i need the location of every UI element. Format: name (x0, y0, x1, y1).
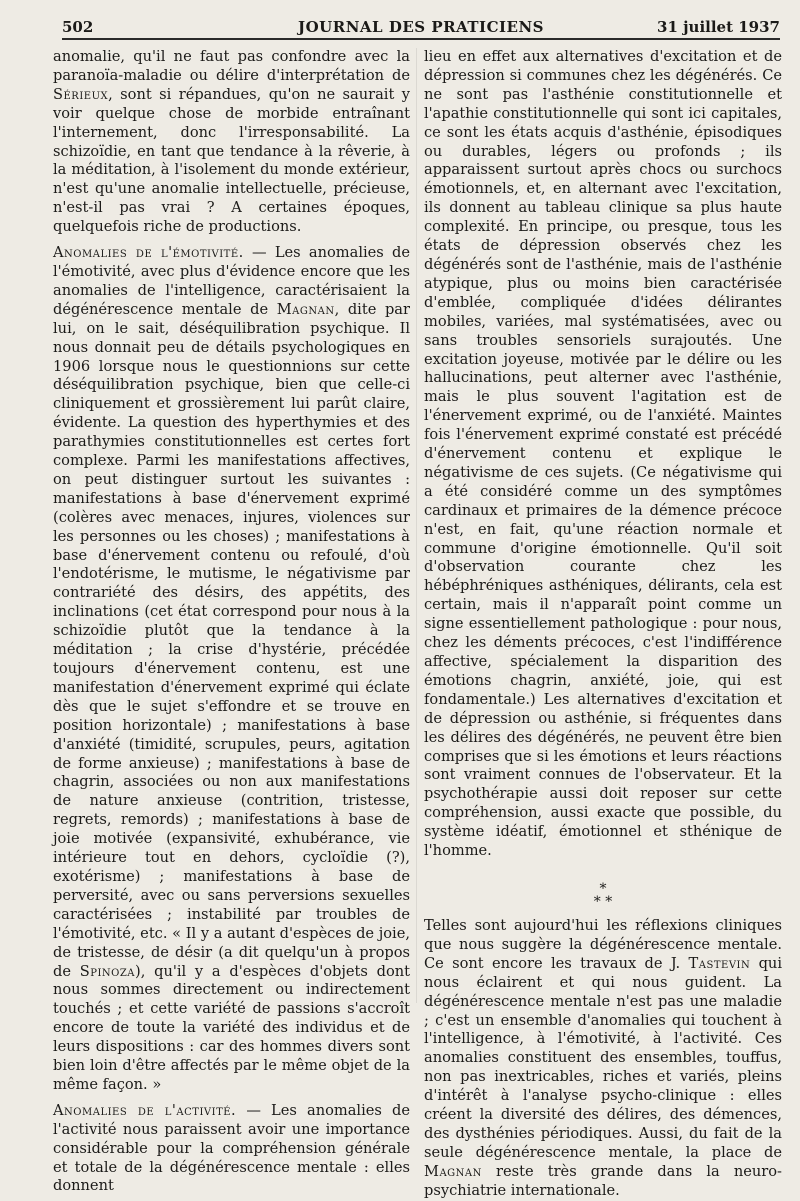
paragraph-conclusion (424, 917, 782, 1201)
paragraph-excitation-depression: lieu en effet aux alternatives d'excitation et de dépression si communes chez les dégénérés. Ce ne sont pas l'asthénie constitutionnelle et l'apathie constitutionnelle qui sont ici capitales, ce sont les états acquis d'asthénie, épisodiques ou durables, légers ou profonds ; ils apparaissent surtout après chocs ou surchocs émotionnels, et, en alternant avec l'excitation, ils donnent au tableau clinique sa plus haute complexité. En principe, ou presque, tous les états de dépression observés chez les dégénérés sont de l'asthénie, mais de l'asthénie atypique, plus ou moins bien caractérisée d'emblée, compliquée d'idées délirantes mobiles, variées, mal systématisées, avec ou sans troubles sensoriels surajoutés. Une excitation joyeuse, motivée par le délire ou les hallucinations, peut alterner avec l'asthénie, mais le plus souvent l'agitation est de l'énervement exprimé, ou de l'anxiété. Maintes fois l'énervement exprimé constaté est précédé d'énervement contenu et explique le négativisme de ces sujets. (Ce négativisme qui a été considéré comme un des symptômes cardinaux et primaires de la démence précoce n'est, en fait, qu'une réaction normale et commune d'origine émotionnelle. Qu'il soit d'observation courante chez les hébéphréniques asthéniques, délirants, cela est certain, mais il n'apparaît point comme un signe essentiellement pathologique : pour nous, chez les déments précoces, c'est l'indifférence affective, spécialement la disparition des émotions chagrin, anxiété, joie, qui est fondamentale.) Les alternatives d'excitation et de dépression ou asthénie, si fréquentes dans les délires des dégénérés, ne peuvent être bien comprises que si les émotions et leurs réactions sont vraiment connues de l'observateur. Et la psychothérapie aussi doit reposer sur cette compréhension, aussi exacte que possible, du système idéatif, émotionnel et sthénique de l'homme. (424, 48, 782, 860)
issue-date: 31 juillet 1937 (657, 18, 780, 36)
section-heading-activite: Anomalies de l'activité. (53, 1101, 237, 1119)
text-run: reste très grande dans la neuro-psychiatrie internationale. (424, 1162, 782, 1199)
page-number: 502 (62, 18, 94, 36)
column-divider (416, 48, 417, 1003)
running-header (62, 14, 780, 40)
right-column (424, 48, 782, 1201)
text-run: anomalie, qu'il ne faut pas confondre avec la paranoïa-maladie ou délire d'interprétation de (53, 48, 410, 84)
asterism-bottom: * * (593, 893, 613, 910)
section-heading-emotivite: Anomalies de l'émotivité. (53, 244, 244, 262)
author-name-magnan: Magnan (424, 1162, 482, 1180)
left-column (53, 48, 410, 1196)
text-run: , sont si répandues, qu'on ne saurait y voir quelque chose de morbide entraînant l'internement, donc l'irresponsabilité. La schizoïdie, en tant que tendance à la rêverie, à la méditation, à l'isolement du monde extérieur, n'est qu'une anomalie intellectuelle, précieuse, n'est-il pas vrai ? A certaines époques, quelquefois riche de productions. (53, 85, 410, 236)
text-run: Telles sont aujourd'hui les réflexions cliniques que nous suggère la dégénérescence mentale. Ce sont encore les travaux de J. (424, 916, 782, 972)
text-run: — Les anomalies de l'activité nous paraissent avoir une importance considérable pour la compréhension générale et totale de la dégénérescence mentale : elles donnent (53, 1101, 410, 1195)
author-name-magnan: Magnan (276, 300, 335, 318)
author-name-spinoza: Spinoza (79, 962, 136, 980)
paragraph-anomalies-emotivite (53, 244, 410, 1095)
asterism-top: * (599, 880, 607, 897)
paragraph-anomalies-activite (53, 1102, 410, 1197)
text-run: , dite par lui, on le sait, déséquilibration psychique. Il nous donnait peu de détails psychologiques en 1906 lorsque nous le questionnions sur cette déséquilibration psychique, bien que celle-ci cliniquement et grossièrement lui parût claire, évidente. La question des hyperthymies et des parathymies constitutionnelles est certes fort complexe. Parmi les manifestations affectives, on peut distinguer surtout les suivantes : manifestations à base d'énervement exprimé (colères avec menaces, injures, violences sur les personnes ou les choses) ; manifestations à base d'énervement contenu ou refoulé, d'où l'endotérisme, le mutisme, le négativisme par contrariété des désirs, des appétits, des inclinations (cet état correspond pour nous à la schizoïdie plutôt que la tendance à la méditation ; la crise d'hystérie, précédée toujours d'énervement contenu, est une manifestation d'énervement exprimé qui éclate dès que le sujet s'effondre et se trouve en position horizontale) ; manifestations à base d'anxiété (timidité, scrupules, peurs, agitation de forme anxieuse) ; manifestations à base de chagrin, associées ou non aux manifestations de nature anxieuse (contrition, tristesse, regrets, remords) ; manifestations à base de joie motivée (expansivité, exhubérance, vie intérieure tout en dehors, cycloïdie (?), exotérisme) ; manifestations à base de perversité, avec ou sans perversions sexuelles caractérisées ; instabilité par troubles de l'émotivité, etc. « Il y a autant d'espèces de joie, de tristesse, de désir (a dit quelqu'un à propos de (53, 300, 410, 980)
section-separator-asterism (424, 880, 782, 910)
text-run: ), qu'il y a d'espèces d'objets dont nous sommes directement ou indirectement touchés ; et cette variété de passions s'accroît encore de toute la variété des individus et de leurs dispositions : car des hommes divers sont bien loin d'être affectés par le même objet de la même façon. » (53, 962, 410, 1093)
journal-title: JOURNAL DES PRATICIENS (298, 18, 544, 36)
author-name-serieux: Sérieux (53, 85, 109, 103)
text-run: qui nous éclairent et qui nous guident. La dégénérescence mentale n'est pas une maladie ; c'est un ensemble d'anomalies qui touchent à l'intelligence, à l'émotivité, à l'activité. Ces anomalies constituent des ensembles, touffus, non pas inextricables, riches et variés, pleins d'intérêt à l'analyse psycho-clinique : elles créent la diversité des délires, des démences, des dysthénies périodiques. Aussi, du fait de la seule dégénérescence mentale, la place de (424, 954, 782, 1161)
text-run: — Les anomalies de l'émotivité, avec plus d'évidence encore que les anomalies de l'intelligence, caractérisaient la dégénérescence mentale de (53, 244, 410, 318)
paragraph-schizoidie (53, 48, 410, 237)
author-name-tastevin: Tastevin (688, 954, 751, 972)
